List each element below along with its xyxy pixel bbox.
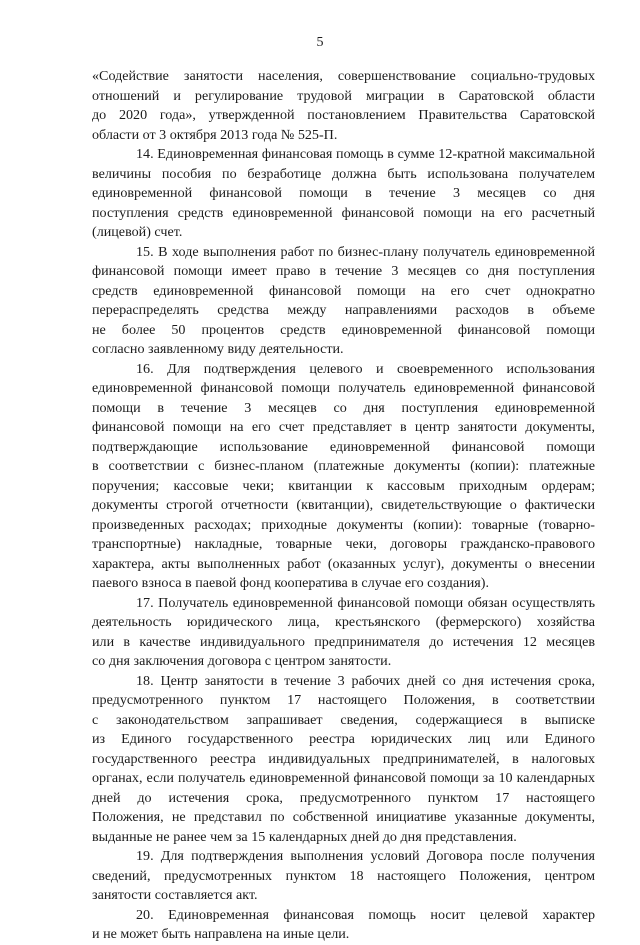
- text-line: характера, акты выполненных работ (оказанных услуг), документы о внесении: [92, 555, 595, 572]
- text-line: сведений, предусмотренных пунктом 18 настоящего Положения, центром: [92, 867, 595, 884]
- text-line: поступления средств единовременной финансовой помощи на его расчетный: [92, 204, 595, 221]
- text-line: из Единого государственного реестра юридических лиц или Единого: [92, 731, 595, 747]
- text-line: паевого взноса в паевой фонд кооператива в случае его создания).: [92, 575, 489, 591]
- text-line: деятельность юридического лица, крестьянского (фермерского) хозяйства: [92, 614, 595, 630]
- text-line: 20. Единовременная финансовая помощь носит целевой характер: [136, 906, 595, 923]
- text-line: финансовой помощи имеет право в течение 3 месяцев со дня поступления: [92, 263, 595, 279]
- paragraph-20: [92, 906, 595, 945]
- text-line: 15. В ходе выполнения работ по бизнес-плану получатель единовременной: [136, 243, 595, 260]
- text-line: 18. Центр занятости в течение 3 рабочих дней со дня истечения срока,: [136, 672, 595, 689]
- text-line: с законодательством запрашивает сведения, содержащиеся в выписке: [92, 711, 595, 728]
- text-line: единовременной финансовой помощи получатель единовременной финансовой: [92, 380, 595, 396]
- text-line: «Содействие занятости населения, совершенствование социально-трудовых: [92, 68, 595, 84]
- text-line: подтверждающие использование единовременной финансовой помощи: [92, 438, 595, 455]
- text-line: области от 3 октября 2013 года № 525-П.: [92, 126, 338, 143]
- text-line: 16. Для подтверждения целевого и своевременного использования: [136, 360, 595, 377]
- text-line: в соответствии с бизнес-планом (платежные документы (копии): платежные: [92, 458, 595, 474]
- text-line: документы строгой отчетности (квитанции), свидетельствующие о фактически: [92, 497, 595, 513]
- text-line: произведенных расходах; приходные документы (копии): товарные (товарно-: [92, 516, 595, 533]
- text-line: 14. Единовременная финансовая помощь в сумме 12-кратной максимальной: [136, 146, 595, 162]
- text-line: занятости составляется акт.: [92, 887, 258, 903]
- text-line: 19. Для подтверждения выполнения условий Договора после получения: [136, 848, 595, 864]
- text-line: (лицевой) счет.: [92, 224, 183, 240]
- paragraph-17: [92, 594, 595, 672]
- text-line: средств единовременной финансовой помощи на его счет однократно: [92, 282, 595, 299]
- text-line: перераспределять средства между направлениями расходов в объеме: [92, 302, 595, 318]
- text-line: транспортные) накладные, товарные чеки, договоры гражданско-правового: [92, 536, 595, 552]
- document-body: [92, 67, 595, 945]
- text-line: 17. Получатель единовременной финансовой помощи обязан осуществлять: [136, 594, 595, 611]
- text-line: и не может быть направлена на иные цели.: [92, 926, 350, 942]
- text-line: до 2020 года», утвержденной постановлением Правительства Саратовской: [92, 107, 595, 123]
- text-line: выданные не ранее чем за 15 календарных дней до дня представления.: [92, 828, 517, 845]
- paragraph-14: [92, 145, 595, 243]
- text-line: согласно заявленному виду деятельности.: [92, 341, 344, 357]
- text-line: предусмотренного пунктом 17 настоящего Положения, в соответствии: [92, 692, 595, 708]
- text-line: величины пособия по безработице должна быть использована получателем: [92, 165, 595, 182]
- text-line: органах, если получатель единовременной финансовой помощи за 10 календарных: [92, 770, 595, 786]
- text-line: помощи в течение 3 месяцев со дня поступления единовременной: [92, 399, 595, 416]
- paragraph-intro: [92, 67, 595, 145]
- text-line: государственного реестра индивидуальных предпринимателей, в налоговых: [92, 750, 595, 767]
- paragraph-15: [92, 243, 595, 360]
- text-line: единовременной финансовой помощи в течение 3 месяцев со дня: [92, 185, 595, 201]
- paragraph-19: [92, 847, 595, 906]
- text-line: поручения; кассовые чеки; квитанции к кассовым приходным ордерам;: [92, 477, 595, 494]
- text-line: Положения, не представил по собственной инициативе указанные документы,: [92, 809, 595, 825]
- text-line: дней до истечения срока, предусмотренного пунктом 17 настоящего: [92, 789, 595, 806]
- text-line: или в качестве индивидуального предпринимателя до истечения 12 месяцев: [92, 633, 595, 650]
- paragraph-18: [92, 672, 595, 848]
- text-line: отношений и регулирование трудовой миграции в Саратовской области: [92, 87, 595, 104]
- text-line: со дня заключения договора с центром занятости.: [92, 653, 392, 669]
- page-number: 5: [316, 35, 324, 50]
- text-line: финансовой помощи на его счет представляет в центр занятости документы,: [92, 419, 595, 435]
- text-line: не более 50 процентов средств единовременной финансовой помощи: [92, 321, 595, 338]
- paragraph-16: [92, 360, 595, 594]
